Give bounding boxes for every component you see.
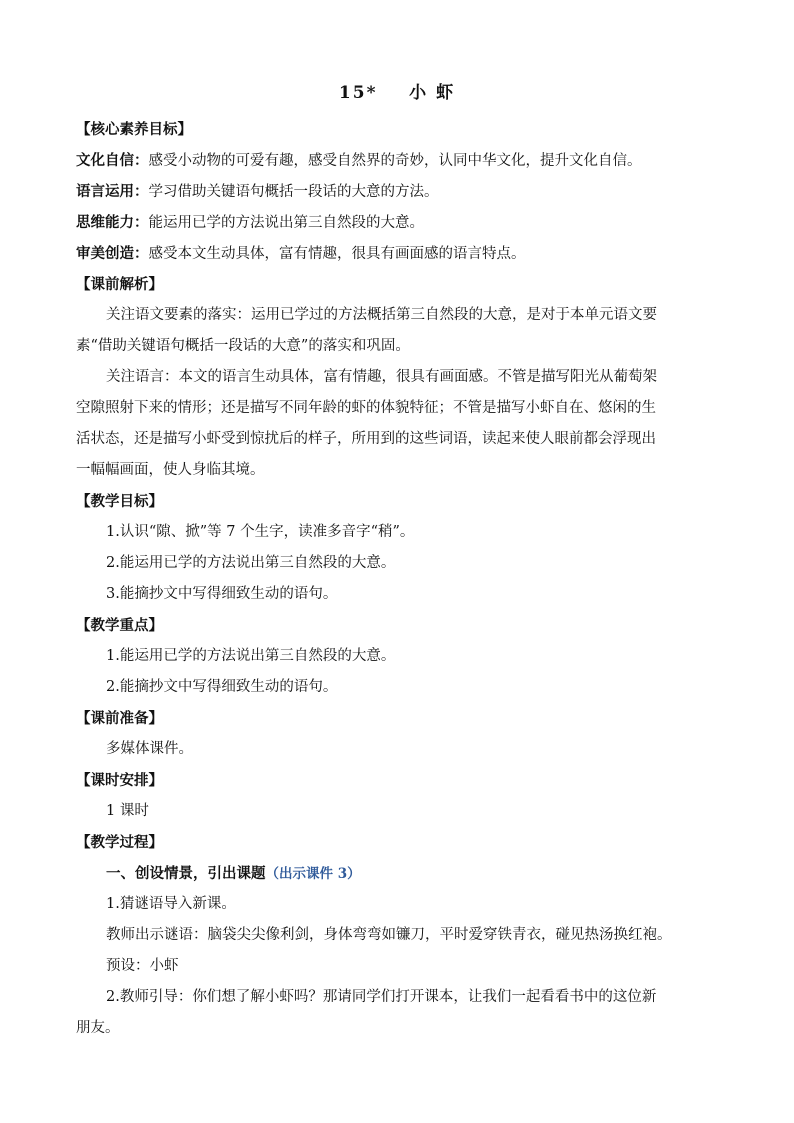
heading-focus: 【教学重点】 bbox=[76, 617, 163, 634]
objective-item: 1.认识“隙、掀”等 7 个生字，读准多音字“稍”。 bbox=[106, 524, 415, 540]
focus-item: 2.能摘抄文中写得细致生动的语句。 bbox=[106, 679, 338, 695]
goal-language: 语言运用：学习借助关键语句概括一段话的大意的方法。 bbox=[76, 183, 439, 200]
objective-item: 3.能摘抄文中写得细致生动的语句。 bbox=[106, 586, 338, 602]
analysis-line: 活状态，还是描写小虾受到惊扰后的样子，所用到的这些词语，读起来使人眼前都会浮现出 bbox=[76, 431, 656, 447]
heading-process: 【教学过程】 bbox=[76, 834, 163, 851]
process-item: 1.猜谜语导入新课。 bbox=[106, 896, 236, 912]
goal-culture: 文化自信：感受小动物的可爱有趣，感受自然界的奇妙，认同中华文化，提升文化自信。 bbox=[76, 152, 642, 169]
courseware-ref: （出示课件 3） bbox=[265, 866, 361, 882]
analysis-line: 关注语文要素的落实：运用已学过的方法概括第三自然段的大意，是对于本单元语文要 bbox=[106, 307, 657, 323]
process-item: 2.教师引导：你们想了解小虾吗？那请同学们打开课本，让我们一起看看书中的这位新 bbox=[106, 989, 657, 1005]
prep-text: 多媒体课件。 bbox=[106, 741, 193, 757]
page-title bbox=[0, 78, 794, 103]
objective-item: 2.能运用已学的方法说出第三自然段的大意。 bbox=[106, 555, 396, 571]
goal-thinking: 思维能力：能运用已学的方法说出第三自然段的大意。 bbox=[76, 214, 424, 231]
lesson-name: 小 虾 bbox=[409, 83, 456, 103]
heading-analysis: 【课前解析】 bbox=[76, 276, 163, 293]
analysis-line: 一幅幅画面，使人身临其境。 bbox=[76, 462, 265, 478]
heading-goals: 【核心素养目标】 bbox=[76, 121, 192, 138]
analysis-line: 素“借助关键语句概括一段话的大意”的落实和巩固。 bbox=[76, 338, 410, 354]
heading-schedule: 【课时安排】 bbox=[76, 772, 163, 789]
focus-item: 1.能运用已学的方法说出第三自然段的大意。 bbox=[106, 648, 396, 664]
process-section-1: 一、创设情景，引出课题（出示课件 3） bbox=[106, 865, 361, 882]
lesson-number: 15* bbox=[338, 83, 378, 103]
analysis-line: 关注语言：本文的语言生动具体，富有情趣，很具有画面感。不管是描写阳光从葡萄架 bbox=[106, 369, 657, 385]
riddle-answer: 预设：小虾 bbox=[106, 958, 179, 974]
goal-aesthetic: 审美创造：感受本文生动具体，富有情趣，很具有画面感的语言特点。 bbox=[76, 245, 526, 262]
analysis-line: 空隙照射下来的情形；还是描写不同年龄的虾的体貌特征；不管是描写小虾自在、悠闲的生 bbox=[76, 400, 656, 416]
document-body bbox=[76, 114, 726, 1044]
heading-objectives: 【教学目标】 bbox=[76, 493, 163, 510]
riddle-text: 教师出示谜语：脑袋尖尖像利剑，身体弯弯如镰刀，平时爱穿铁青衣，碰见热汤换红袍。 bbox=[106, 927, 672, 943]
schedule-text: 1 课时 bbox=[106, 803, 149, 819]
heading-prep: 【课前准备】 bbox=[76, 710, 163, 727]
process-item-continued: 朋友。 bbox=[76, 1020, 120, 1036]
